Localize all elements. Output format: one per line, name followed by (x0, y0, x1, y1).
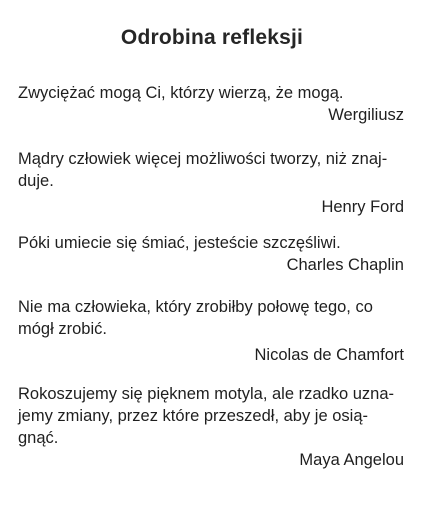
quote-2-text (18, 148, 404, 192)
quote-3-text (18, 232, 404, 254)
quote-5-text (18, 383, 404, 449)
quote-1-text (18, 82, 404, 104)
quote-5 (18, 383, 404, 471)
quote-2-author: Henry Ford (321, 198, 404, 216)
quote-4 (18, 296, 404, 366)
quote-1-line-1: Zwyciężać mogą Ci, którzy wierzą, że mogą. (18, 84, 344, 102)
quote-3 (18, 232, 404, 276)
page-title: Odrobina refleksji (120, 26, 304, 49)
quote-4-text (18, 296, 404, 340)
quote-2-line-2: duje. (18, 172, 54, 190)
quote-1-author: Wergiliusz (328, 106, 404, 124)
quote-3-author: Charles Chaplin (286, 256, 404, 274)
quote-4-line-1: Nie ma człowieka, który zrobiłby połowę tego, co (18, 298, 373, 316)
quote-2-line-1: Mądry człowiek więcej możliwości tworzy, niż znaj- (18, 150, 388, 168)
quote-5-author: Maya Angelou (299, 451, 404, 469)
quote-5-line-3: gnąć. (18, 429, 59, 447)
quote-1 (18, 82, 404, 126)
quote-5-line-1: Rokoszujemy się pięknem motyla, ale rzadko uzna- (18, 385, 394, 403)
quote-5-line-2: jemy zmiany, przez które przeszedł, aby je osią- (18, 407, 368, 425)
quote-2 (18, 148, 404, 218)
quote-4-line-2: mógł zrobić. (18, 320, 107, 338)
quote-4-author: Nicolas de Chamfort (254, 346, 404, 364)
quote-3-line-1: Póki umiecie się śmiać, jesteście szczęśliwi. (18, 234, 341, 252)
